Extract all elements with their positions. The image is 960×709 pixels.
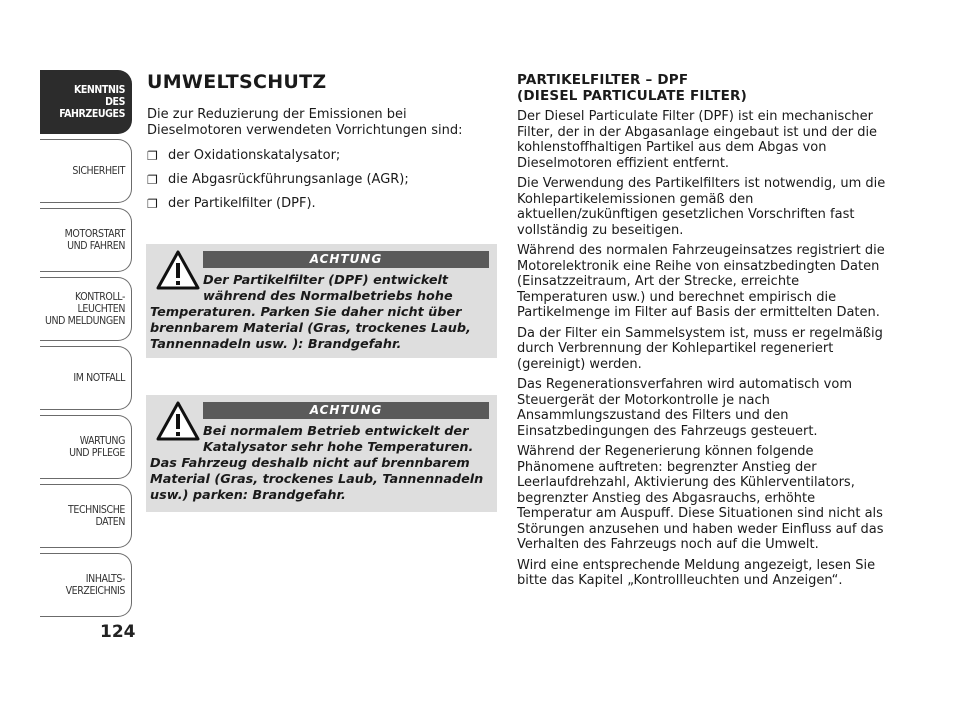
tab-label: TECHNISCHE DATEN (68, 504, 125, 528)
checkbox-bullet-icon: ❐ (147, 149, 158, 163)
warning-line: während des Normalbetriebs hohe (203, 289, 453, 304)
dpf-title-line: (DIESEL PARTICULATE FILTER) (517, 88, 748, 104)
list-item (147, 148, 497, 164)
warning-box-dpf (146, 244, 497, 358)
dpf-title-line: PARTIKELFILTER – DPF (517, 72, 689, 88)
tab-label: SICHERHEIT (72, 165, 125, 177)
paragraph: Während des normalen Fahrzeugeinsatzes registriert die Motorelektronik eine Reihe von einsatzbedingten Daten (Einsatzzeitraum, Art der Strecke, erreichte Temperaturen usw.) und berechnet empirisch die Partikelmenge im Filter auf Basis der ermittelten Daten. (517, 243, 885, 320)
paragraph: Wird eine entsprechende Meldung angezeigt, lesen Sie bitte das Kapitel „Kontrollleuchten und Anzeigen“. (517, 557, 876, 588)
paragraph: Während der Regenerierung können folgende Phänomene auftreten: begrenzter Anstieg der Leerlaufdrehzahl, Aktivierung des Kühlerventilators, begrenzter Anstieg des Abgasrauchs, erhöhte Temperatur am Auspuff. Diese Situationen sind nicht als Störungen anzusehen und haben weder Einfluss auf das Verhalten des Fahrzeugs noch auf die Umwelt. (517, 444, 884, 552)
tab-kenntnis-des-fahrzeuges[interactable] (40, 70, 132, 134)
tab-label: KONTROLL- LEUCHTEN UND MELDUNGEN (44, 291, 125, 327)
tab-label: MOTORSTART UND FAHREN (64, 228, 125, 252)
paragraph: Der Diesel Particulate Filter (DPF) ist ein mechanischer Filter, der in der Abgasanlage eingebaut ist und der die kohlenstoffhaltigen Partikel aus dem Abgas von Dieselmotoren effizient entfernt. (517, 109, 878, 171)
list-item-text: der Oxidationskatalysator; (168, 148, 341, 163)
warning-line: Katalysator sehr hohe Temperaturen. (203, 440, 474, 455)
warning-text (150, 273, 490, 353)
list-item (147, 172, 497, 188)
warning-label: ACHTUNG (203, 402, 489, 419)
tab-label: IM NOTFALL (73, 372, 125, 384)
list-item-text: die Abgasrückführungsanlage (AGR); (168, 172, 409, 187)
dpf-section (517, 72, 887, 594)
list-item-text: der Partikelfilter (DPF). (168, 196, 316, 211)
paragraph: Das Regenerationsverfahren wird automatisch vom Steuergerät der Motorkontrolle je nach Ansammlungszustand des Filters und den Einsatzbedingungen des Fahrzeugs gesteuert. (517, 377, 852, 439)
checkbox-bullet-icon: ❐ (147, 197, 158, 211)
warning-line: Der Partikelfilter (DPF) entwickelt (203, 273, 449, 288)
tab-label: WARTUNG UND PFLEGE (69, 435, 125, 459)
warning-line: Das Fahrzeug deshalb nicht auf brennbarem Material (Gras, trockenes Laub, Tannennadeln usw.) parken: Brandgefahr. (150, 456, 484, 503)
tab-wartung-und-pflege[interactable] (40, 415, 132, 479)
page-number: 124 (100, 622, 136, 642)
tab-technische-daten[interactable] (40, 484, 132, 548)
intro-text: Die zur Reduzierung der Emissionen bei Dieselmotoren verwendeten Vorrichtungen sind: (147, 107, 463, 138)
list-item (147, 196, 497, 212)
tab-im-notfall[interactable] (40, 346, 132, 410)
warning-box-catalyst (146, 395, 497, 512)
paragraph: Die Verwendung des Partikelfilters ist notwendig, um die Kohlepartikelemissionen gemäß den aktuellen/zukünftigen gesetzlichen Vorschriften fast vollständig zu beseitigen. (517, 176, 886, 238)
paragraph: Da der Filter ein Sammelsystem ist, muss er regelmäßig durch Verbrennung der Kohlepartikel regeneriert (gereinigt) werden. (517, 325, 883, 372)
tab-label: KENNTNIS DES FAHRZEUGES (59, 84, 125, 120)
tab-inhaltsverzeichnis[interactable] (40, 553, 132, 617)
checkbox-bullet-icon: ❐ (147, 173, 158, 187)
warning-label: ACHTUNG (203, 251, 489, 268)
tab-motorstart-und-fahren[interactable] (40, 208, 132, 272)
tab-sicherheit[interactable] (40, 139, 132, 203)
tab-kontrollleuchten[interactable] (40, 277, 132, 341)
dpf-title (517, 72, 887, 104)
warning-text (150, 424, 490, 504)
tab-label: INHALTS- VERZEICHNIS (65, 573, 125, 597)
section-title: UMWELTSCHUTZ (147, 71, 327, 93)
device-list (147, 148, 497, 220)
warning-line: Bei normalem Betrieb entwickelt der (203, 424, 469, 439)
warning-line: Temperaturen. Parken Sie daher nicht über brennbarem Material (Gras, trockenes Laub, Tannennadeln usw. ): Brandgefahr. (150, 305, 471, 352)
